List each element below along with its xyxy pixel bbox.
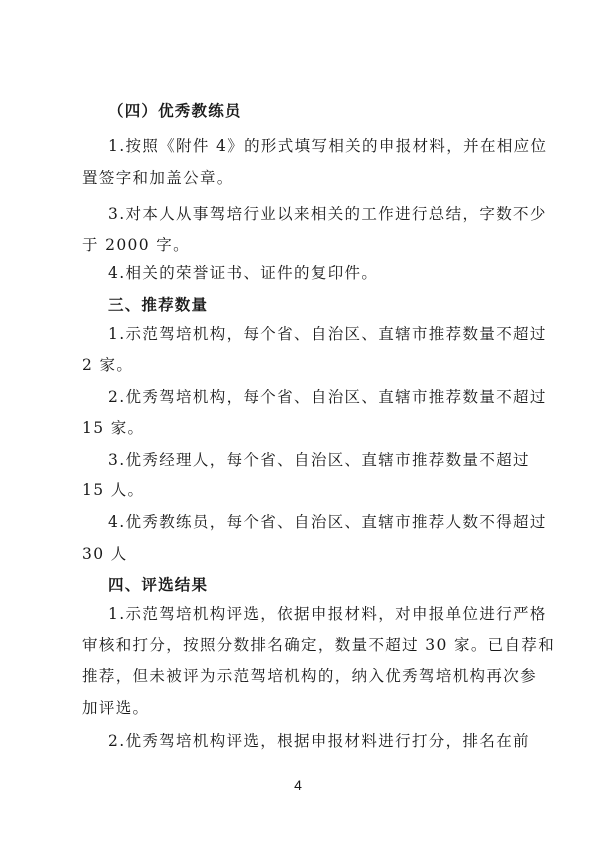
- section-heading-recommendation-quantity: 三、推荐数量: [108, 296, 209, 314]
- paragraph-line: 2.优秀驾培机构，每个省、自治区、直辖市推荐数量不超过: [108, 388, 547, 406]
- paragraph-line: 3.优秀经理人，每个省、自治区、直辖市推荐数量不超过: [108, 451, 530, 469]
- paragraph-line: 15 家。: [82, 419, 145, 437]
- paragraph-line: 置签字和加盖公章。: [82, 169, 234, 187]
- section-heading-selection-results: 四、评选结果: [108, 576, 209, 594]
- paragraph-line: 加评选。: [82, 699, 150, 717]
- paragraph-line: 1.示范驾培机构评选，依据申报材料，对申报单位进行严格: [108, 605, 547, 623]
- paragraph-line: 4.优秀教练员，每个省、自治区、直辖市推荐人数不得超过: [108, 513, 547, 531]
- section-heading-outstanding-coaches: （四）优秀教练员: [108, 102, 242, 120]
- paragraph-line: 30 人: [82, 545, 128, 563]
- paragraph-line: 推荐，但未被评为示范驾培机构的，纳入优秀驾培机构再次参: [82, 667, 537, 685]
- paragraph-line: 4.相关的荣誉证书、证件的复印件。: [108, 264, 379, 282]
- paragraph-line: 1.示范驾培机构，每个省、自治区、直辖市推荐数量不超过: [108, 325, 547, 343]
- paragraph-line: 审核和打分，按照分数排名确定，数量不超过 30 家。已自荐和: [82, 636, 556, 654]
- paragraph-line: 于 2000 字。: [82, 236, 190, 254]
- paragraph-line: 2 家。: [82, 356, 134, 374]
- paragraph-line: 3.对本人从事驾培行业以来相关的工作进行总结，字数不少: [108, 205, 547, 223]
- paragraph-line: 1.按照《附件 4》的形式填写相关的申报材料，并在相应位: [108, 137, 548, 155]
- page-number: 4: [294, 777, 302, 793]
- paragraph-line: 2.优秀驾培机构评选，根据申报材料进行打分，排名在前: [108, 732, 530, 750]
- paragraph-line: 15 人。: [82, 481, 145, 499]
